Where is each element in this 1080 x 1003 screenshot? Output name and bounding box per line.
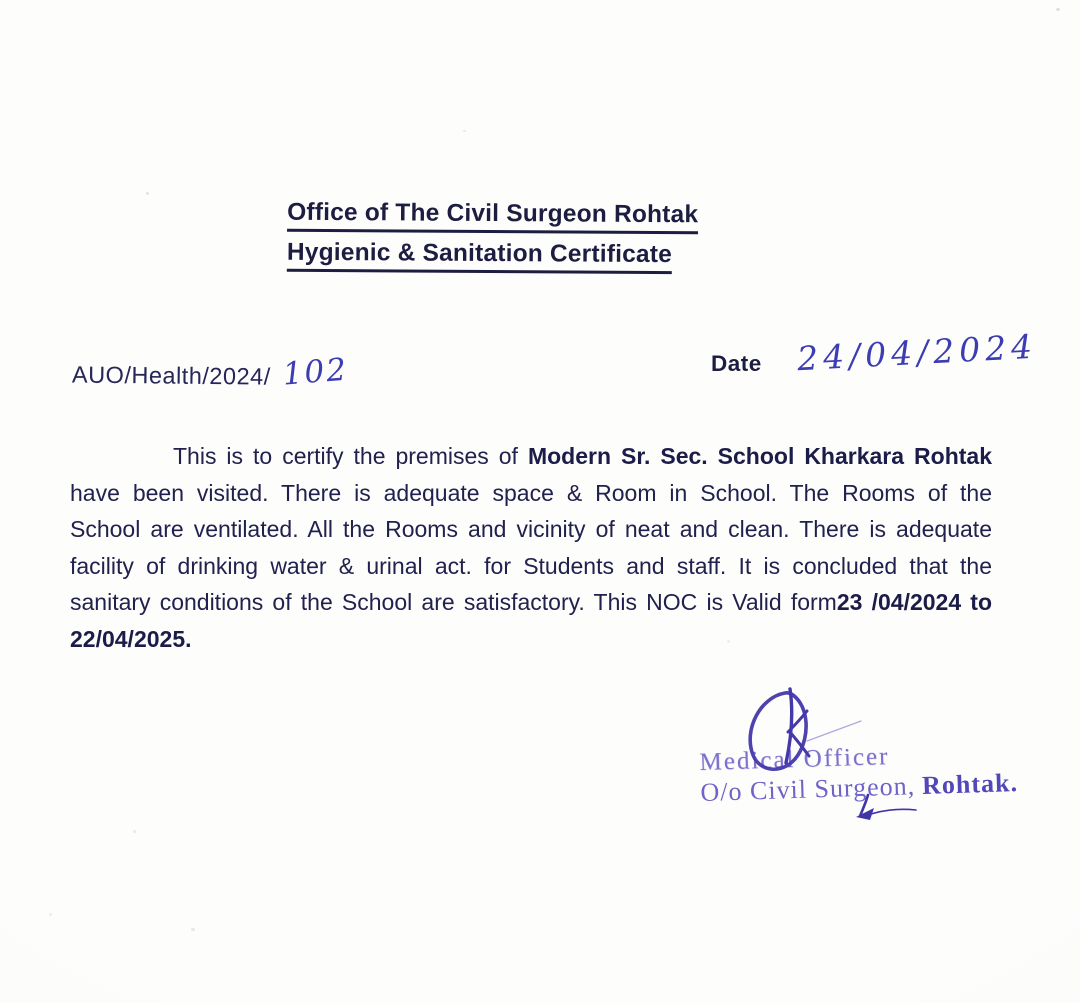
- reference-number-handwritten: 102: [281, 351, 349, 393]
- scan-speck: [463, 130, 466, 132]
- signature-mark: [733, 683, 883, 788]
- signature-flourish: [846, 789, 926, 829]
- reference-number-row: [71, 351, 349, 394]
- reference-number-printed: AUO/Health/2024/: [71, 361, 271, 390]
- stamp-office-prefix: O/o Civil Surgeon,: [700, 771, 916, 807]
- scan-speck: [146, 192, 149, 195]
- title-office-line: Office of The Civil Surgeon Rohtak: [287, 198, 698, 235]
- stamp-office-city: Rohtak.: [921, 768, 1019, 801]
- document-title-block: [287, 198, 699, 281]
- title-certificate-line: Hygienic & Sanitation Certificate: [287, 238, 672, 274]
- scan-speck: [133, 830, 136, 833]
- stamp-designation-line: Medical Officer: [699, 743, 890, 776]
- scan-speck: [191, 928, 195, 931]
- certificate-body-paragraph: This is to certify the premises of Modern Sr. Sec. School Kharkara Rohtak have been visited. There is adequate space & Room in School. The Rooms of the School are ventilated. All the Rooms and vicinity of neat and clean. There is adequate facility of drinking water & urinal act. for Students and staff. It is concluded that the sanitary conditions of the School are satisfactory. This NOC is Valid form23 /04/2024 to 22/04/2025.: [70, 443, 992, 652]
- scan-speck: [49, 913, 52, 916]
- scan-speck: [727, 640, 730, 643]
- scan-speck: [1056, 8, 1060, 11]
- date-label: Date: [711, 351, 762, 376]
- date-handwritten-value: 24/04/2024: [796, 326, 1039, 379]
